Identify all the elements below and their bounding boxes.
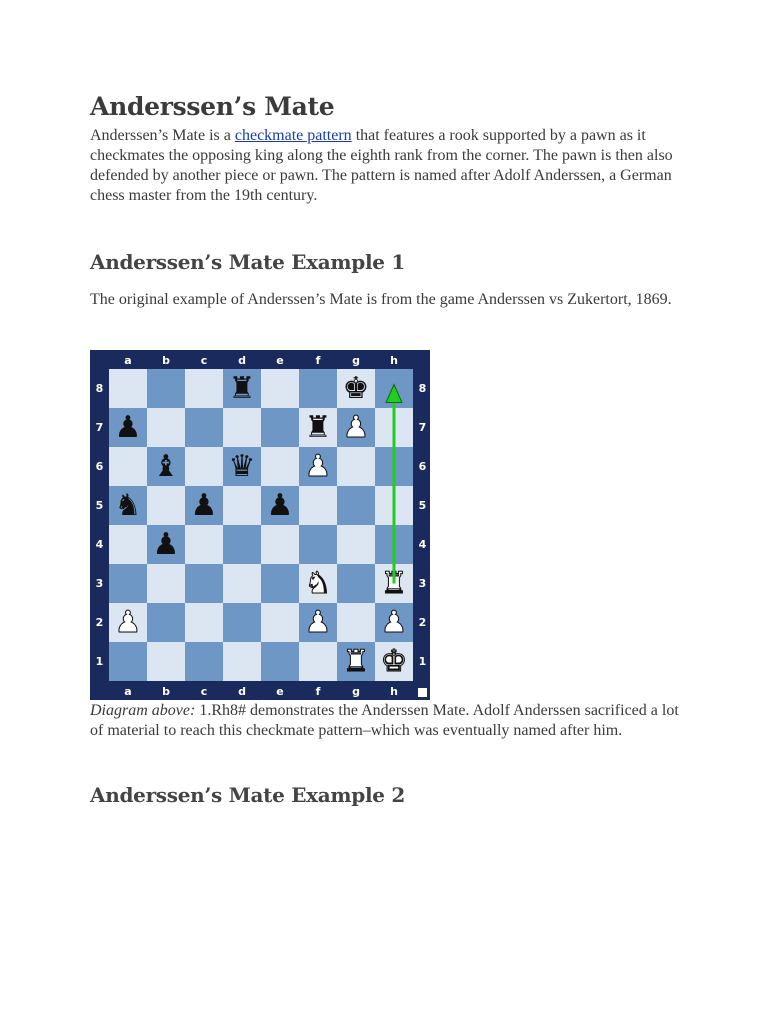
square-e8 bbox=[261, 369, 299, 408]
square-d7 bbox=[223, 408, 261, 447]
file-label-h-bot: h bbox=[390, 685, 398, 698]
rank-label-4-left: 4 bbox=[95, 538, 104, 551]
square-g3 bbox=[337, 564, 375, 603]
square-b6 bbox=[147, 447, 185, 486]
square-e6 bbox=[261, 447, 299, 486]
file-label-e-bot: e bbox=[276, 685, 284, 698]
square-f3 bbox=[299, 564, 337, 603]
square-h3 bbox=[375, 564, 413, 603]
caption-lead: Diagram above: bbox=[90, 702, 196, 719]
file-label-a-bot: a bbox=[124, 685, 132, 698]
square-f1 bbox=[299, 642, 337, 681]
square-g4 bbox=[337, 525, 375, 564]
square-e5 bbox=[261, 486, 299, 525]
rank-label-8-right: 8 bbox=[418, 382, 427, 395]
file-label-h-top: h bbox=[390, 354, 398, 367]
black-bishop-b6: ♝ bbox=[152, 448, 180, 484]
square-e2 bbox=[261, 603, 299, 642]
square-d4 bbox=[223, 525, 261, 564]
square-a2 bbox=[109, 603, 147, 642]
square-b3 bbox=[147, 564, 185, 603]
chess-diagram bbox=[90, 350, 430, 700]
file-label-g-bot: g bbox=[352, 685, 360, 698]
square-f4 bbox=[299, 525, 337, 564]
square-d2 bbox=[223, 603, 261, 642]
square-b5 bbox=[147, 486, 185, 525]
square-c1 bbox=[185, 642, 223, 681]
square-h4 bbox=[375, 525, 413, 564]
rank-label-3-left: 3 bbox=[95, 577, 104, 590]
square-f7 bbox=[299, 408, 337, 447]
file-label-c-top: c bbox=[200, 354, 208, 367]
white-pawn-f6: ♟ bbox=[304, 448, 332, 484]
white-pawn-g7: ♟ bbox=[342, 409, 370, 445]
black-pawn-b4: ♟ bbox=[152, 526, 180, 562]
square-f5 bbox=[299, 486, 337, 525]
rank-label-6-right: 6 bbox=[418, 460, 427, 473]
square-g2 bbox=[337, 603, 375, 642]
square-b7 bbox=[147, 408, 185, 447]
checkmate-pattern-link[interactable]: checkmate pattern bbox=[234, 127, 352, 144]
square-c8 bbox=[185, 369, 223, 408]
square-b2 bbox=[147, 603, 185, 642]
page-title: Anderssen’s Mate bbox=[90, 92, 335, 121]
black-knight-a5: ♞ bbox=[114, 487, 142, 523]
rank-label-5-right: 5 bbox=[418, 499, 427, 512]
square-a6 bbox=[109, 447, 147, 486]
example-2-heading: Anderssen’s Mate Example 2 bbox=[90, 783, 405, 807]
square-a7 bbox=[109, 408, 147, 447]
white-pawn-a2: ♟ bbox=[114, 604, 142, 640]
diagram-caption bbox=[90, 701, 680, 741]
square-c5 bbox=[185, 486, 223, 525]
file-label-f-top: f bbox=[315, 354, 321, 367]
chess-board-grid bbox=[109, 369, 413, 681]
square-a3 bbox=[109, 564, 147, 603]
rank-label-2-right: 2 bbox=[418, 616, 427, 629]
square-e1 bbox=[261, 642, 299, 681]
square-h6 bbox=[375, 447, 413, 486]
black-pawn-c5: ♟ bbox=[190, 487, 218, 523]
square-e7 bbox=[261, 408, 299, 447]
file-label-d-bot: d bbox=[238, 685, 246, 698]
square-g7 bbox=[337, 408, 375, 447]
example-1-text: The original example of Anderssen’s Mate is from the game Anderssen vs Zukertort, 1869. bbox=[90, 291, 672, 308]
rank-label-4-right: 4 bbox=[418, 538, 427, 551]
square-a5 bbox=[109, 486, 147, 525]
white-king-h1: ♚ bbox=[380, 643, 408, 679]
file-label-b-bot: b bbox=[162, 685, 170, 698]
rank-label-1-right: 1 bbox=[418, 655, 427, 668]
square-a4 bbox=[109, 525, 147, 564]
intro-text-before: Anderssen’s Mate is a bbox=[90, 127, 235, 144]
intro-text-after: that features a rook supported by a pawn as it checkmates the opposing king along the eighth rank from the corner. The pawn is then also defended by another piece or pawn. The pattern is named after Adolf Anderssen, a German chess master from the 19th century. bbox=[90, 127, 673, 204]
white-pawn-h2: ♟ bbox=[380, 604, 408, 640]
square-b8 bbox=[147, 369, 185, 408]
file-label-e-top: e bbox=[276, 354, 284, 367]
square-c3 bbox=[185, 564, 223, 603]
square-g6 bbox=[337, 447, 375, 486]
white-rook-g1: ♜ bbox=[342, 643, 370, 679]
rank-label-8-left: 8 bbox=[95, 382, 104, 395]
file-label-c-bot: c bbox=[200, 685, 208, 698]
square-e4 bbox=[261, 525, 299, 564]
rank-label-6-left: 6 bbox=[95, 460, 104, 473]
file-label-f-bot: f bbox=[315, 685, 321, 698]
square-b4 bbox=[147, 525, 185, 564]
rank-label-7-right: 7 bbox=[418, 421, 427, 434]
square-h5 bbox=[375, 486, 413, 525]
square-c6 bbox=[185, 447, 223, 486]
rank-label-2-left: 2 bbox=[95, 616, 104, 629]
square-e3 bbox=[261, 564, 299, 603]
square-h7 bbox=[375, 408, 413, 447]
example-1-heading: Anderssen’s Mate Example 1 bbox=[90, 250, 405, 274]
square-c7 bbox=[185, 408, 223, 447]
file-label-g-top: g bbox=[352, 354, 360, 367]
white-rook-h3: ♜ bbox=[380, 565, 408, 601]
side-to-move-marker bbox=[418, 688, 427, 697]
rank-label-3-right: 3 bbox=[418, 577, 427, 590]
square-b1 bbox=[147, 642, 185, 681]
square-d3 bbox=[223, 564, 261, 603]
square-h1 bbox=[375, 642, 413, 681]
square-g5 bbox=[337, 486, 375, 525]
square-c4 bbox=[185, 525, 223, 564]
white-knight-f3: ♞ bbox=[304, 565, 332, 601]
rank-label-5-left: 5 bbox=[95, 499, 104, 512]
rank-label-1-left: 1 bbox=[95, 655, 104, 668]
square-c2 bbox=[185, 603, 223, 642]
square-a1 bbox=[109, 642, 147, 681]
square-d6 bbox=[223, 447, 261, 486]
caption-text: 1.Rh8# demonstrates the Anderssen Mate. Adolf Anderssen sacrificed a lot of material to reach this checkmate pattern–which was eventually named after him. bbox=[90, 702, 679, 739]
intro-paragraph bbox=[90, 126, 680, 206]
white-pawn-f2: ♟ bbox=[304, 604, 332, 640]
square-g1 bbox=[337, 642, 375, 681]
square-g8 bbox=[337, 369, 375, 408]
square-d1 bbox=[223, 642, 261, 681]
file-label-b-top: b bbox=[162, 354, 170, 367]
square-a8 bbox=[109, 369, 147, 408]
black-queen-d6: ♛ bbox=[228, 448, 256, 484]
square-f6 bbox=[299, 447, 337, 486]
file-label-d-top: d bbox=[238, 354, 246, 367]
black-pawn-e5: ♟ bbox=[266, 487, 294, 523]
black-rook-f7: ♜ bbox=[304, 409, 332, 445]
square-d8 bbox=[223, 369, 261, 408]
black-pawn-a7: ♟ bbox=[114, 409, 142, 445]
square-f2 bbox=[299, 603, 337, 642]
square-d5 bbox=[223, 486, 261, 525]
file-label-a-top: a bbox=[124, 354, 132, 367]
square-h8 bbox=[375, 369, 413, 408]
square-f8 bbox=[299, 369, 337, 408]
black-rook-d8: ♜ bbox=[228, 370, 256, 406]
rank-label-7-left: 7 bbox=[95, 421, 104, 434]
square-h2 bbox=[375, 603, 413, 642]
black-king-g8: ♚ bbox=[342, 370, 370, 406]
